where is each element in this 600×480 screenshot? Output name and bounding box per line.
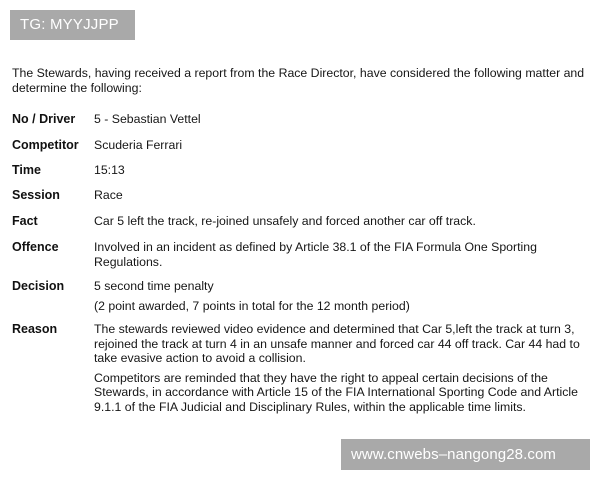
time-label: Time [12, 163, 41, 177]
driver-label: No / Driver [12, 112, 76, 126]
competitor-value: Scuderia Ferrari [94, 138, 183, 152]
offence-label: Offence [12, 240, 59, 254]
reason-label: Reason [12, 322, 58, 336]
session-label: Session [12, 188, 60, 202]
competitor-label: Competitor [12, 138, 79, 152]
tag-badge: TG: MYYJJPP [10, 10, 135, 40]
decision-value [94, 279, 590, 313]
decision-label: Decision [12, 279, 65, 293]
session-value: Race [94, 188, 123, 202]
offence-value: Involved in an incident as defined by Article 38.1 of the FIA Formula One Sporting Regulations. [94, 240, 537, 269]
reason-paragraph-1: The stewards reviewed video evidence and determined that Car 5,left the track at turn 3, rejoined the track at turn 4 in an unsafe manner and forced car 44 off track. Car 44 had to take evasive action to avoid a collision. [94, 322, 580, 365]
reason-paragraph-2: Competitors are reminded that they have the right to appeal certain decisions of the Stewards, in accordance with Article 15 of the FIA International Sporting Code and Article 9.1.1 of the FIA Judicial and Disciplinary Rules, within the applicable time limits. [94, 370, 578, 414]
decision-penalty: 5 second time penalty [94, 279, 214, 293]
fact-label: Fact [12, 214, 38, 228]
fact-value: Car 5 left the track, re-joined unsafely and forced another car off track. [94, 214, 476, 228]
decision-points: (2 point awarded, 7 points in total for the 12 month period) [94, 298, 410, 313]
time-value: 15:13 [94, 163, 125, 177]
watermark-badge: www.cnwebs–nangong28.com [341, 439, 590, 470]
intro-paragraph: The Stewards, having received a report from the Race Director, have considered the following matter and determine the following: [12, 66, 585, 95]
reason-value [94, 322, 590, 414]
driver-value: 5 - Sebastian Vettel [94, 112, 201, 126]
